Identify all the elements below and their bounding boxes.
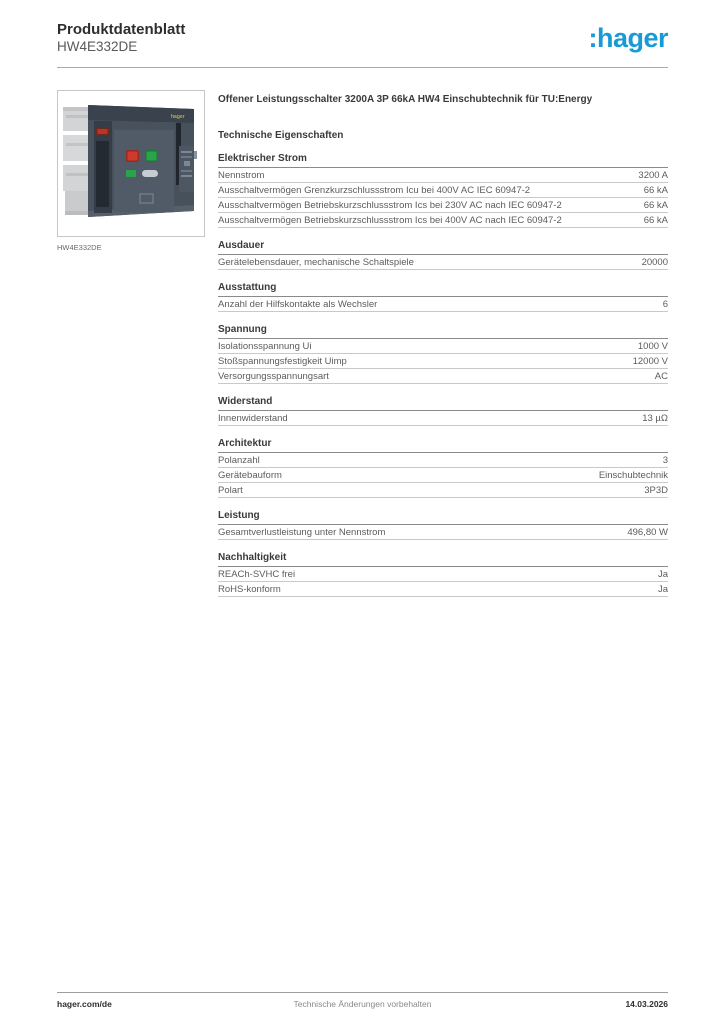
spec-section-heading: Nachhaltigkeit [218, 552, 668, 567]
spec-row-label: Ausschaltvermögen Betriebskurzschlussstrom Ics bei 400V AC nach IEC 60947-2 [218, 214, 562, 226]
operation-counter-window [142, 170, 158, 177]
spec-row [218, 369, 668, 384]
header-divider [57, 67, 668, 68]
spec-section [218, 438, 668, 498]
spec-row-value: 3200 A [638, 169, 668, 181]
spec-row-value: Ja [657, 568, 668, 580]
spec-row [218, 168, 668, 183]
spec-section-heading: Spannung [218, 324, 668, 339]
product-title: Offener Leistungsschalter 3200A 3P 66kA HW4 Einschubtechnik für TU:Energy [218, 94, 593, 105]
spec-row-value: 3 [662, 454, 668, 466]
spec-row [218, 468, 668, 483]
spec-row-label: Ausschaltvermögen Betriebskurzschlussstrom Ics bei 230V AC nach IEC 60947-2 [218, 199, 562, 211]
spec-section-heading: Ausdauer [218, 240, 668, 255]
spec-row-value: 20000 [641, 256, 668, 268]
spec-row [218, 582, 668, 597]
footer-date: 14.03.2026 [625, 999, 668, 1009]
logo-colon: : [588, 23, 597, 53]
product-code: HW4E332DE [57, 39, 138, 54]
spec-row-value: 6 [662, 298, 668, 310]
spec-row [218, 183, 668, 198]
spec-row [218, 339, 668, 354]
spec-row [218, 297, 668, 312]
spec-row [218, 453, 668, 468]
spec-row-value: 3P3D [644, 484, 668, 496]
spec-row [218, 198, 668, 213]
spec-section [218, 510, 668, 540]
spec-section-heading: Widerstand [218, 396, 668, 411]
spec-row-value: 1000 V [637, 340, 668, 352]
svg-text:hager: hager [171, 114, 185, 120]
page-footer [57, 999, 668, 1009]
spec-row-label: Isolationsspannung Ui [218, 340, 312, 352]
spec-section-heading: Elektrischer Strom [218, 153, 668, 168]
spec-row [218, 411, 668, 426]
spec-section-heading: Ausstattung [218, 282, 668, 297]
spec-row-value: 66 kA [643, 214, 668, 226]
product-image-frame [57, 90, 205, 237]
footer-website: hager.com/de [57, 999, 112, 1009]
spec-row-label: Gerätebauform [218, 469, 282, 481]
spec-row-label: Innenwiderstand [218, 412, 288, 424]
spec-row-label: REACh-SVHC frei [218, 568, 296, 580]
document-type: Produktdatenblatt [57, 21, 186, 38]
spec-row-label: Stoßspannungsfestigkeit Uimp [218, 355, 347, 367]
spec-row [218, 567, 668, 582]
spec-row-value: AC [654, 370, 668, 382]
spec-row-value: 66 kA [643, 184, 668, 196]
spec-section [218, 552, 668, 597]
properties-column [218, 90, 668, 597]
spec-row-value: Einschubtechnik [598, 469, 668, 481]
spec-row-label: Anzahl der Hilfskontakte als Wechsler [218, 298, 378, 310]
control-panel [114, 122, 174, 212]
spec-row-label: Gesamtverlustleistung unter Nennstrom [218, 526, 386, 538]
trip-unit-column [94, 121, 112, 213]
content-area [57, 90, 668, 597]
spec-section-heading: Architektur [218, 438, 668, 453]
spec-section [218, 282, 668, 312]
spec-section [218, 153, 668, 228]
spec-row-label: Polart [218, 484, 243, 496]
spec-row [218, 213, 668, 228]
hager-logo [588, 23, 668, 53]
spec-row [218, 483, 668, 498]
footer-divider [57, 992, 668, 993]
header-title-block [57, 21, 185, 55]
on-button-green [147, 152, 157, 161]
spec-row-value: 13 µΩ [642, 412, 668, 424]
spec-row-label: RoHS-konform [218, 583, 281, 595]
spec-sections [218, 153, 668, 597]
product-image-caption: HW4E332DE [57, 243, 102, 252]
section-subtitle: Technische Eigenschaften [218, 130, 344, 141]
spec-row-value: 496,80 W [627, 526, 668, 538]
spec-section-heading: Leistung [218, 510, 668, 525]
spec-row-value: 12000 V [632, 355, 668, 367]
spec-section [218, 324, 668, 384]
status-indicator-green [126, 170, 136, 177]
circuit-breaker-icon [58, 91, 204, 236]
product-image-column [57, 90, 205, 252]
spec-row-value: Ja [657, 583, 668, 595]
logo-wordmark: hager [596, 23, 668, 53]
spec-row-label: Ausschaltvermögen Grenzkurzschlussstrom Icu bei 400V AC IEC 60947-2 [218, 184, 531, 196]
spec-row [218, 525, 668, 540]
off-button-red [128, 152, 138, 161]
spec-row [218, 255, 668, 270]
spec-row-label: Polanzahl [218, 454, 260, 466]
spec-row [218, 354, 668, 369]
page-header [57, 21, 668, 55]
spec-row-value: 66 kA [643, 199, 668, 211]
spec-section [218, 396, 668, 426]
footer-notice: Technische Änderungen vorbehalten [293, 999, 432, 1009]
spec-section [218, 240, 668, 270]
spec-row-label: Gerätelebensdauer, mechanische Schaltspiele [218, 256, 414, 268]
spec-row-label: Nennstrom [218, 169, 265, 181]
spec-row-label: Versorgungsspannungsart [218, 370, 329, 382]
